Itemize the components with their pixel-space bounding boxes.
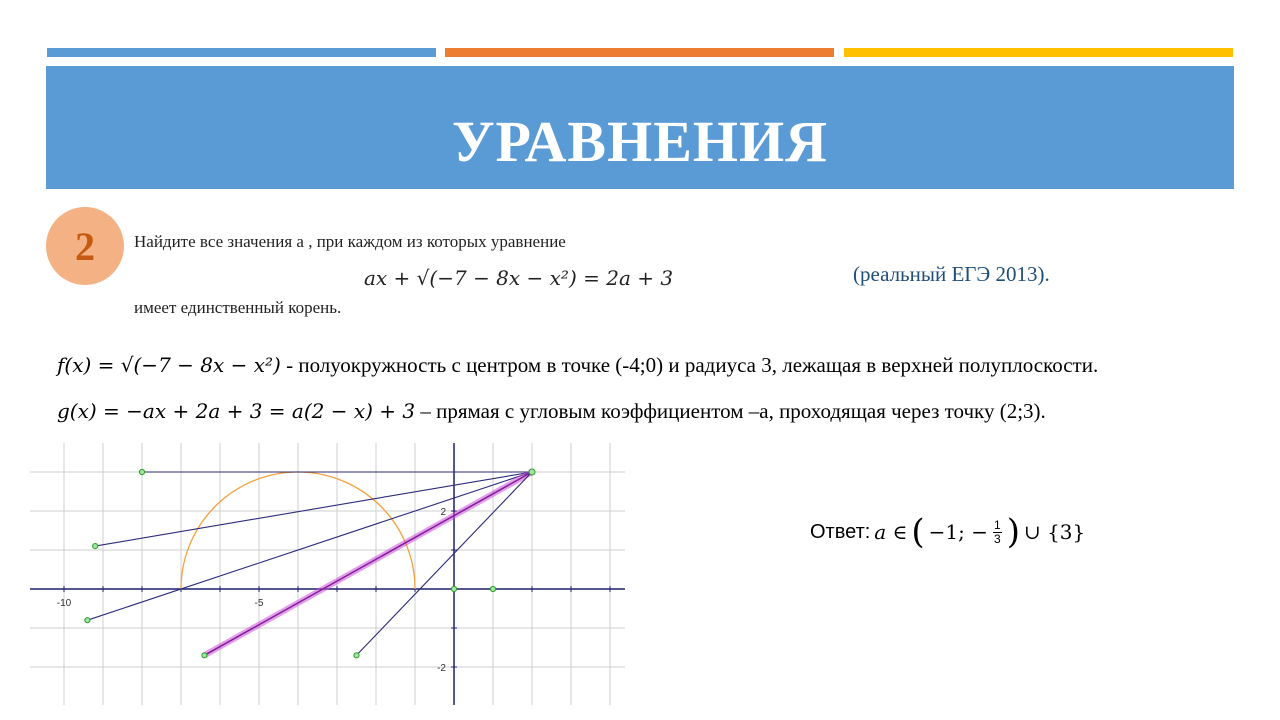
y-tick-label: 2 <box>440 507 446 518</box>
f-text: - полуокружность с центром в точке (-4;0) и радиуса 3, лежащая в верхней полуплоскости. <box>280 353 1099 377</box>
title-banner <box>46 66 1234 189</box>
source-note: (реальный ЕГЭ 2013). <box>853 262 1050 286</box>
graph <box>30 443 625 705</box>
line-endpoint <box>139 469 144 474</box>
task-line-1: Найдите все значения a , при каждом из которых уравнение <box>134 232 566 251</box>
task-line-3: имеет единственный корень. <box>134 298 342 317</box>
axis-point <box>451 586 456 591</box>
close-paren: ) <box>1006 512 1020 552</box>
f-explanation <box>57 353 1098 378</box>
y-tick-label: -2 <box>437 663 446 674</box>
pivot-point <box>529 469 535 475</box>
answer <box>810 512 1086 552</box>
answer-label: Ответ: <box>810 520 871 543</box>
answer-interval-left: −1; − <box>928 520 988 544</box>
f-formula: f(x) = √(−7 − 8x − x²) <box>57 353 281 377</box>
answer-union: ∪ {3} <box>1023 520 1086 544</box>
line-endpoint <box>202 653 207 658</box>
fraction-denominator: 3 <box>994 531 1001 546</box>
accent-bar-yellow <box>844 48 1233 57</box>
g-explanation <box>57 399 1046 424</box>
line-endpoint <box>354 653 359 658</box>
x-tick-label: -5 <box>254 598 264 609</box>
page-title: УРАВНЕНИЯ <box>451 109 829 174</box>
task-number-badge <box>46 207 124 285</box>
x-tick-label: -10 <box>56 598 72 609</box>
task-equation: ax + √(−7 − 8x − x²) = 2a + 3 <box>364 266 674 290</box>
answer-set: a ∈ <box>874 520 908 544</box>
axis-point <box>490 586 495 591</box>
accent-bar-blue <box>47 48 436 57</box>
task-number: 2 <box>75 223 95 269</box>
answer-fraction <box>993 519 1002 546</box>
line-endpoint <box>93 544 98 549</box>
fraction-numerator: 1 <box>994 517 1001 532</box>
g-formula: g(x) = −ax + 2a + 3 = a(2 − x) + 3 <box>57 399 416 423</box>
line-endpoint <box>85 618 90 623</box>
open-paren: ( <box>911 512 925 552</box>
accent-bar-orange <box>445 48 834 57</box>
g-text: – прямая с угловым коэффициентом –a, проходящая через точку (2;3). <box>415 399 1046 423</box>
